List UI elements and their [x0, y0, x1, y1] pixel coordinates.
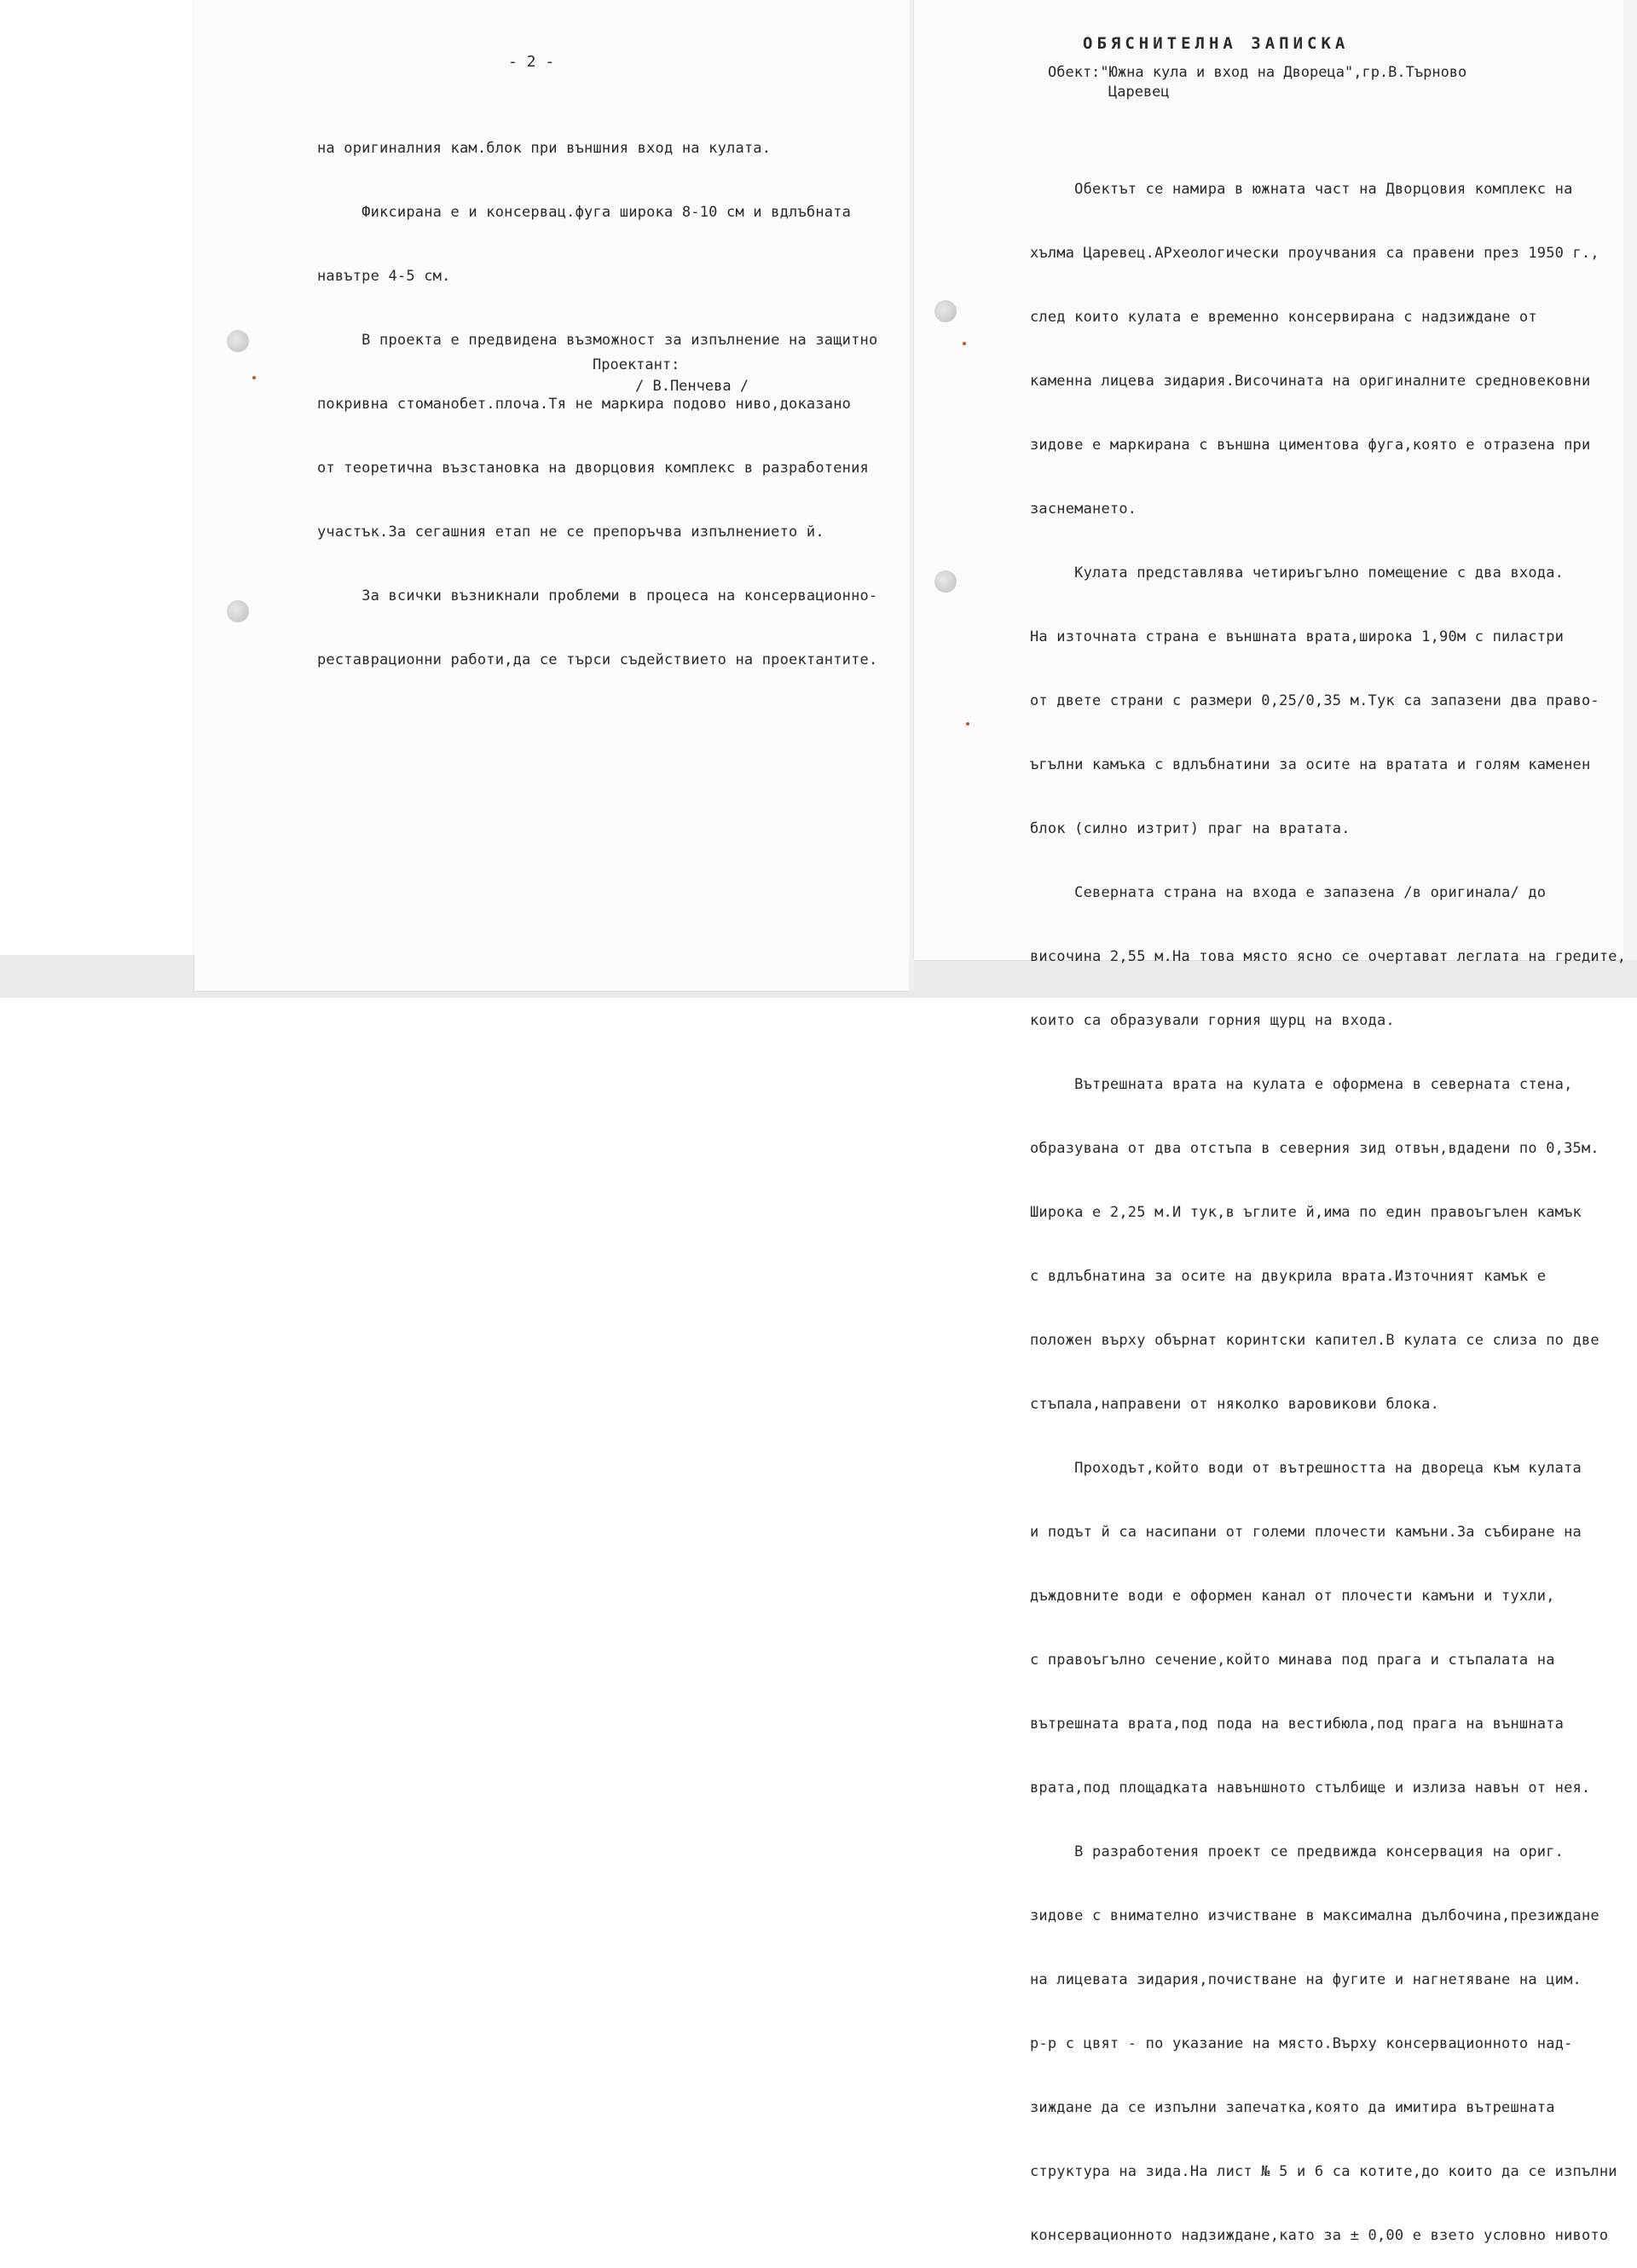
body-line: от двете страни с размери 0,25/0,35 м.Тук са запазени два право-: [1030, 692, 1599, 709]
body-line: зидове е маркирана с външна циментова фуга,която е отразена при: [1030, 437, 1591, 454]
body-line: покривна стоманобет.плоча.Тя не маркира подово ниво,доказано: [317, 396, 852, 413]
designer-signature-block: [593, 356, 749, 399]
object-line-continuation: Царевец: [1108, 84, 1170, 101]
body-line: Вътрешната врата на кулата е оформена в северната стена,: [1030, 1076, 1573, 1093]
body-line: стъпала,направени от няколко варовикови блока.: [1030, 1396, 1440, 1413]
body-line: които са образували горния щурц на входа.: [1030, 1012, 1395, 1029]
body-line: врата,под площадката навъншното стълбище и излиза навън от нея.: [1030, 1779, 1591, 1796]
designer-label: Проектант:: [593, 356, 680, 373]
body-line: Широка е 2,25 м.И тук,в ъглите й,има по един правоъгълен камък: [1030, 1204, 1582, 1221]
punch-hole: [934, 300, 957, 322]
body-line: дъждовните води е оформен канал от плочести камъни и тухли,: [1030, 1588, 1555, 1605]
body-line: Проходът,който води от вътрешността на двореца към кулата: [1030, 1460, 1582, 1477]
body-line: Кулата представлява четириъгълно помещение с два входа.: [1030, 564, 1565, 581]
rust-speck: [966, 722, 969, 726]
body-line: ъгълни камъка с вдлъбнатини за осите на вратата и голям каменен: [1030, 756, 1591, 773]
body-line: хълма Царевец.АРхеологически проучвания са правени през 1950 г.,: [1030, 245, 1599, 262]
body-line: с вдлъбнатина за осите на двукрила врата.Източният камък е: [1030, 1268, 1547, 1285]
body-line: р-р с цвят - по указание на място.Върху консервационното над-: [1030, 2035, 1573, 2052]
body-line: участък.За сегашния етап не се препоръчва изпълнението й.: [317, 524, 824, 541]
body-line: навътре 4-5 см.: [317, 268, 451, 285]
punch-hole: [227, 330, 249, 352]
body-line: височина 2,55 м.На това място ясно се очертават леглата на гредите,: [1030, 948, 1627, 965]
body-line: заснемането.: [1030, 500, 1137, 518]
body-line: Северната страна на входа е запазена /в оригинала/ до: [1030, 884, 1547, 901]
body-line: каменна лицева зидария.Височината на оригиналните средновековни: [1030, 373, 1591, 390]
document-title: ОБЯСНИТЕЛНА ЗАПИСКА: [1083, 34, 1350, 53]
body-line: на лицевата зидария,почистване на фугите и нагнетяване на цим.: [1030, 1971, 1582, 1988]
body-line: Обектът се намира в южната част на Дворцовия комплекс на: [1030, 181, 1573, 198]
body-line: след които кулата е временно консервирана с надзиждане от: [1030, 309, 1537, 326]
punch-hole: [934, 570, 957, 593]
body-line: зидове с внимателно изчистване в максимална дълбочина,презиждане: [1030, 1907, 1599, 1924]
rust-speck: [252, 376, 256, 379]
right-body-text: [1030, 136, 1626, 2268]
body-line: от теоретична възстановка на дворцовия комплекс в разработения: [317, 460, 869, 477]
body-line: с правоъгълно сечение,който минава под прага и стъпалата на: [1030, 1652, 1555, 1669]
rust-speck: [963, 342, 966, 345]
body-line: Фиксирана е и консервац.фуга широка 8-10 см и вдлъбната: [317, 204, 852, 221]
body-line: на оригиналния кам.блок при външния вход на кулата.: [317, 140, 772, 157]
body-line: образувана от два отстъпа в северния зид отвън,вдадени по 0,35м.: [1030, 1140, 1599, 1157]
body-line: блок (силно изтрит) праг на вратата.: [1030, 820, 1351, 837]
body-line: На източната страна е външната врата,широка 1,90м с пиластри: [1030, 628, 1565, 645]
body-line: положен върху обърнат коринтски капител.В кулата се слиза по две: [1030, 1332, 1599, 1349]
body-line: В разработения проект се предвижда консервация на ориг.: [1030, 1843, 1565, 1860]
body-line: реставрационни работи,да се търси съдействието на проектантите.: [317, 651, 878, 668]
body-line: За всички възникнали проблеми в процеса на консервационно-: [317, 587, 878, 605]
object-line: Обект:"Южна кула и вход на Двореца",гр.В.Търново: [1048, 64, 1467, 81]
punch-hole: [227, 600, 249, 622]
body-line: структура на зида.На лист № 5 и 6 са котите,до които да се изпълни: [1030, 2163, 1617, 2180]
body-line: вътрешната врата,под пода на вестибюла,под прага на външната: [1030, 1715, 1565, 1733]
body-line: В проекта е предвидена възможност за изпълнение на защитно: [317, 332, 878, 349]
page-number: - 2 -: [508, 53, 555, 71]
designer-name: / В.Пенчева /: [635, 378, 749, 395]
body-line: и подът й са насипани от големи плочести камъни.За събиране на: [1030, 1524, 1582, 1541]
body-line: зиждане да се изпълни запечатка,която да имитира вътрешната: [1030, 2099, 1555, 2116]
body-line: консервационното надзиждане,като за ± 0,00 е взето условно нивото: [1030, 2227, 1609, 2244]
